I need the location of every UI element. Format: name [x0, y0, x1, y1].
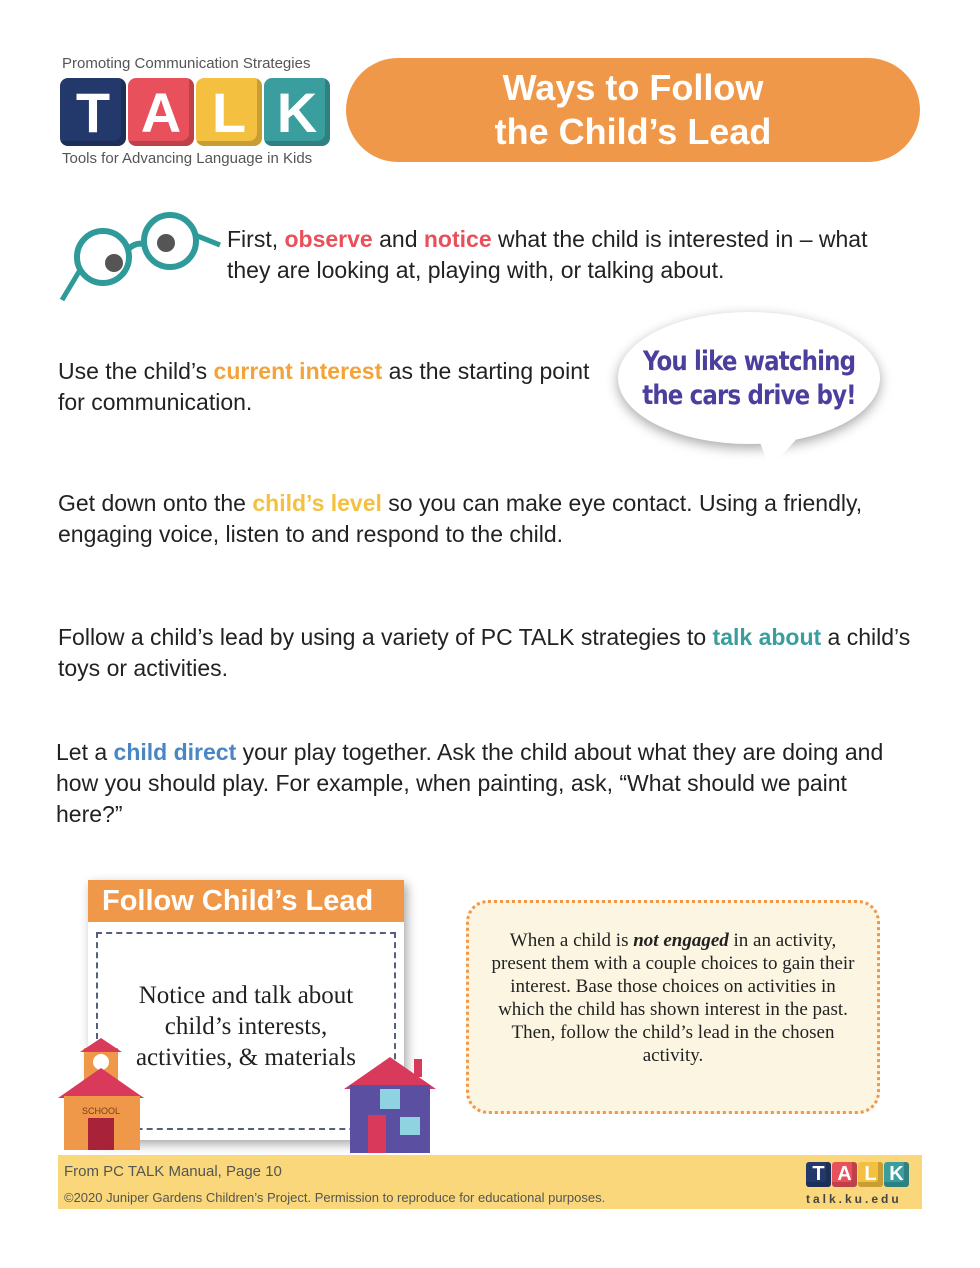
logo-tagline-bottom: Tools for Advancing Language in Kids — [62, 150, 313, 167]
keyword-child-direct: child direct — [113, 739, 237, 765]
svg-text:SCHOOL: SCHOOL — [81, 1106, 121, 1116]
paragraph-talk-about: Follow a child’s lead by using a variety of PC TALK strategies to talk about a child’s toys or activities. — [58, 624, 911, 681]
keyword-current-interest: current interest — [213, 358, 383, 384]
logo-tile-a: A — [128, 78, 194, 146]
page-title — [346, 58, 920, 162]
paragraph-current-interest: Use the child’s current interest as the starting point for communication. — [58, 358, 590, 415]
glasses-icon — [58, 205, 223, 305]
keyword-notice: notice — [423, 226, 492, 252]
not-engaged-note: When a child is not engaged in an activity, present them with a couple choices to gain their interest. Base those choices on activities in which the child has shown interest in the past. Then, follow the child’s lead in the chosen activity. — [466, 900, 880, 1114]
card-text: Notice and talk about child’s interests, activities, & materials — [135, 982, 357, 1071]
mini-tile-l: L — [858, 1162, 883, 1187]
paragraph-childs-level: Get down onto the child’s level so you can make eye contact. Using a friendly, engaging voice, listen to and respond to the child. — [58, 490, 863, 547]
footer-copyright: ©2020 Juniper Gardens Children’s Project. Permission to reproduce for educational purposes. — [64, 1190, 606, 1205]
talk-logo — [60, 78, 330, 146]
footer-talk-logo — [806, 1162, 909, 1187]
footer-source: From PC TALK Manual, Page 10 — [64, 1163, 282, 1180]
note-emphasis: not engaged — [633, 930, 729, 951]
keyword-observe: observe — [284, 226, 373, 252]
mini-tile-a: A — [832, 1162, 857, 1187]
keyword-talk-about: talk about — [712, 624, 822, 650]
mini-tile-t: T — [806, 1162, 831, 1187]
paragraph-observe: First, observe and notice what the child is interested in – what they are looking at, playing with, or talking about. — [227, 226, 868, 283]
paragraph-child-direct: Let a child direct your play together. Ask the child about what they are doing and how you should play. For example, when painting, ask, “What should we paint here?” — [56, 739, 884, 827]
logo-tile-l: L — [196, 78, 262, 146]
logo-tile-t: T — [60, 78, 126, 146]
speech-bubble-tail — [745, 430, 815, 470]
keyword-childs-level: child’s level — [252, 490, 382, 516]
footer-url[interactable]: talk.ku.edu — [806, 1192, 902, 1206]
card-title: Follow Child’s Lead — [88, 880, 404, 922]
logo-tagline-top: Promoting Communication Strategies — [62, 55, 311, 72]
school-icon — [56, 1038, 148, 1153]
house-icon — [344, 1055, 436, 1153]
title-line-2: the Child’s Lead — [494, 111, 772, 152]
title-line-1: Ways to Follow — [502, 67, 764, 108]
logo-tile-k: K — [264, 78, 330, 146]
speech-bubble-text: You like watching the cars drive by! — [642, 346, 856, 411]
mini-tile-k: K — [884, 1162, 909, 1187]
